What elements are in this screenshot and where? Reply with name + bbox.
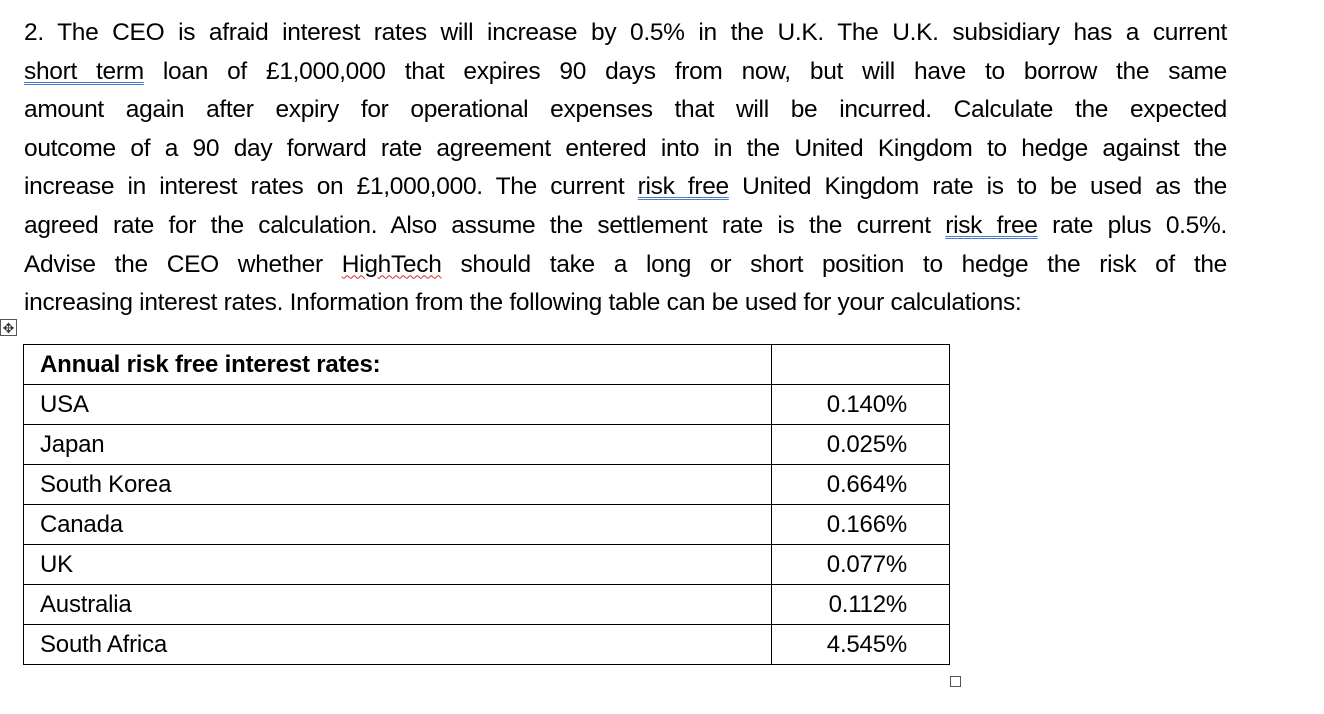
text-run: increasing interest rates. Information from the following table can be used for your calculations: [24, 289, 1022, 317]
paragraph-line-3 [24, 91, 1227, 130]
rate-cell[interactable]: 0.140% [772, 385, 950, 425]
text-run: 2. The CEO is afraid interest rates will increase by 0.5% in the U.K. The U.K. subsidiary has a current [24, 19, 1227, 46]
paragraph-line-4 [24, 130, 1227, 169]
table-row [24, 585, 950, 625]
table-row [24, 505, 950, 545]
grammar-flagged-term[interactable]: risk free [945, 211, 1038, 239]
paragraph-line-6 [24, 207, 1227, 246]
text-run: Advise the CEO whether [24, 250, 342, 278]
grammar-flagged-term[interactable]: risk free [637, 173, 729, 201]
rate-cell[interactable]: 0.166% [772, 505, 950, 545]
text-run: outcome of a 90 day forward rate agreement entered into in the United Kingdom to hedge against the [24, 134, 1227, 162]
rate-cell[interactable]: 0.112% [772, 585, 950, 625]
text-run: amount again after expiry for operational expenses that will be incurred. Calculate the expected [24, 96, 1227, 124]
table-row [24, 385, 950, 425]
paragraph-line-1 [24, 14, 1227, 53]
text-run: increase in interest rates on £1,000,000. The current [24, 173, 638, 201]
spelling-flagged-word[interactable]: HighTech [341, 250, 442, 278]
table-header-row [24, 345, 950, 385]
paragraph-line-5 [24, 168, 1227, 207]
text-run: agreed rate for the calculation. Also assume the settlement rate is the current [24, 211, 946, 239]
text-run: loan of £1,000,000 that expires 90 days from now, but will have to borrow the same [143, 57, 1227, 85]
country-cell[interactable]: South Africa [24, 625, 772, 665]
interest-rates-table [23, 344, 950, 665]
table-header-cell[interactable] [772, 345, 950, 385]
table-row [24, 625, 950, 665]
paragraph-line-2 [24, 53, 1227, 92]
country-cell[interactable]: UK [24, 545, 772, 585]
question-paragraph [24, 14, 1227, 323]
country-cell[interactable]: South Korea [24, 465, 772, 505]
text-run: United Kingdom rate is to be used as the [728, 173, 1227, 201]
country-cell[interactable]: Canada [24, 505, 772, 545]
rate-cell[interactable]: 4.545% [772, 625, 950, 665]
table-resize-icon[interactable] [950, 676, 961, 687]
grammar-flagged-term[interactable]: short term [24, 57, 144, 85]
table-row [24, 545, 950, 585]
country-cell[interactable]: Japan [24, 425, 772, 465]
paragraph-line-7 [24, 246, 1227, 285]
rate-cell[interactable]: 0.025% [772, 425, 950, 465]
rate-cell[interactable]: 0.077% [772, 545, 950, 585]
table-header-cell[interactable]: Annual risk free interest rates: [24, 345, 772, 385]
rate-cell[interactable]: 0.664% [772, 465, 950, 505]
table-row [24, 465, 950, 505]
move-cross-icon[interactable]: ✥ [0, 319, 17, 336]
country-cell[interactable]: USA [24, 385, 772, 425]
country-cell[interactable]: Australia [24, 585, 772, 625]
paragraph-line-8 [24, 284, 1227, 323]
text-run: should take a long or short position to hedge the risk of the [441, 250, 1227, 278]
text-run: rate plus 0.5%. [1037, 211, 1227, 239]
table-row [24, 425, 950, 465]
